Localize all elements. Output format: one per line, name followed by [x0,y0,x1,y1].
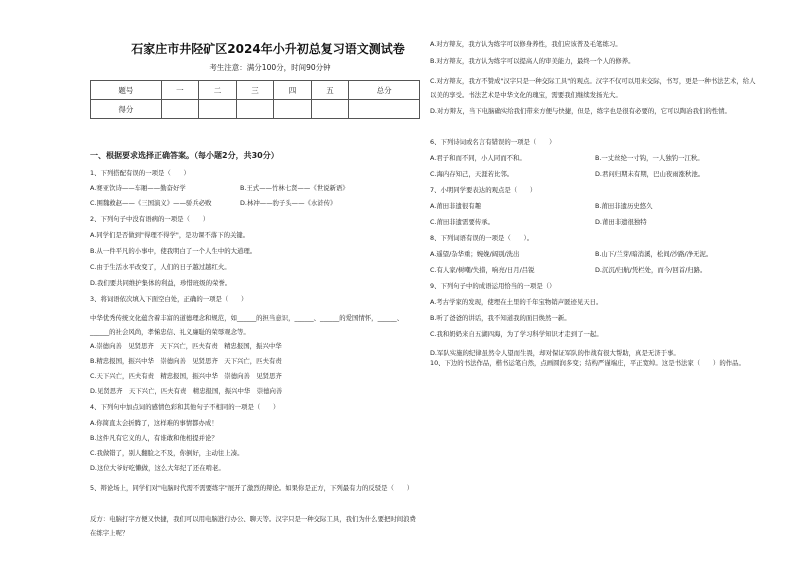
question-line: 8、下列词语有误的一项是（ ）。 [430,234,534,242]
exam-notice: 考生注意：满分100分，时间90分钟 [209,63,331,72]
question-line: 反方：电脑打字方便又快捷，我们可以用电脑进行办公、聊天等。汉字只是一种交际工具，我们为什么要把时间浪费在练字上呢？ [90,515,416,537]
score-cell[interactable] [236,100,274,119]
question-line: D.对方辩友，当下电脑确实给我们带来方便与快捷，但是，练字也是很有必要的，它可以陶冶我们的性情。 [430,107,731,115]
question-line: A.考古学家的发现，使埋在土里的千年宝物销声匿迹见天日。 [430,298,603,306]
question-line: C.天下兴亡，匹夫有责 精忠报国，振兴中华 崇德向善 见贤思齐 [90,372,282,380]
question-line: B.一丈丝纶一寸钩，一人独钓一江秋。 [595,154,704,162]
question-line: 中华优秀传统文化蕴含着丰富的道德理念和规范，如______的担当意识，______、______的爱国情怀，______、______的社会风尚，孝悌忠信、礼义廉耻的荣辱观念等。 [90,314,404,336]
score-header-total: 总分 [349,81,420,100]
question-line: A.对方辩友，我方认为练字可以修身养性，我们应该普及毛笔练习。 [430,40,622,48]
score-cell[interactable] [199,100,237,119]
score-row-label: 得分 [91,100,162,119]
question-line: D.君问归期未有期，巴山夜雨涨秋池。 [595,170,705,178]
question-line: 3、将词语依次填入下面空白处，正确的一项是（ ） [90,295,248,303]
score-header-4: 四 [274,81,312,100]
question-line: A.遥望/杂华重；婉娩/阔别/洗出 [430,250,520,258]
question-line: B.莆田非遗历史悠久 [595,202,653,210]
question-line: D.林冲——豹子头——《水浒传》 [240,199,337,207]
question-line: A.崇德向善 见贤思齐 天下兴亡，匹夫有责 精忠报国，振兴中华 [90,342,282,350]
question-line: B.对方辩友，我方认为练字可以提高人的审美能力，最终一个人的修养。 [430,57,635,65]
score-header-3: 三 [236,81,274,100]
score-cell[interactable] [161,100,199,119]
question-line: C.对方辩友，我方不赞成"汉字只是一种交际工具"的观点。汉字不仅可以用来交际，书写，更是一种书法艺术，给人以美的享受。书法艺术是中华文化的瑰宝，需要我们继续发扬光大。 [430,77,756,99]
question-line: C.围魏救赵——《三国演义》——骄兵必败 [90,199,212,207]
question-line: A.莆田非遗很有趣 [430,202,482,210]
question-line: B.从一件平凡的小事中，使我明白了一个人生中的大道理。 [90,247,257,255]
question-line: A.赛亚饮诗——车厢——勤奋好学 [90,184,186,192]
question-line: C.莆田非遗需要传承。 [430,218,495,226]
question-line: D.我们要共同维护集体的利益，珍惜班级的荣誉。 [90,279,232,287]
question-line: C.我和奶奶来自五湖四海，为了学习科学知识才走到了一起。 [430,330,603,338]
question-line: C.我做错了，别人翻脸之不及，你倒好，主动往上凑。 [90,449,244,457]
question-line: B.精忠报国，振兴中华 崇德向善 见贤思齐 天下兴亡，匹夫有责 [90,357,282,365]
exam-title: 石家庄市井陉矿区2024年小升初总复习语文测试卷 [131,42,405,56]
score-table-score-row [91,100,420,119]
question-line: D.军队实施的纪律虽然令人望而生畏，却对保证军队的作战有很大帮助，真是无济于事。 [430,349,680,357]
question-line: D.沉沉/归航/凭栏处，而今/回首/归路。 [595,266,707,274]
question-line: D.见贤思齐 天下兴亡，匹夫有责 精忠报国，振兴中华 崇德向善 [90,387,283,395]
question-line: A.你简直太会折腾了，这样难的事情都办成！ [90,419,218,427]
question-line: 2、下列句子中没有语病的一项是（ ） [90,215,210,223]
question-line: 1、下列搭配有误的一项是（ ） [90,169,190,177]
score-cell[interactable] [311,100,349,119]
question-line: 9、下列句子中的成语运用恰当的一项是（） [430,282,556,290]
question-line: C.由于生活水平改变了，人们的日子越过越红火。 [90,263,231,271]
question-line: B.王式——竹林七贤——《世说新语》 [240,184,349,192]
score-cell[interactable] [349,100,420,119]
question-line: D.莆田非遗很独特 [595,218,647,226]
section-heading: 一、根据要求选择正确答案。（每小题2分，共30分） [90,151,279,160]
score-table-header-row [91,81,420,100]
question-line: B.山下/兰芽/暗消溪，松间/沙路/净无泥。 [595,250,713,258]
score-table [90,80,420,119]
question-line: C.海内存知己，天涯若比邻。 [430,170,514,178]
question-line: B.这件凡有它义的人，有谁敢和他相提并论？ [90,434,218,442]
question-line: 5、辩论场上，同学们对"电脑时代需不需要练字"展开了激烈的辩论。如果你是正方，下列最有力的反驳是（ ） [90,484,414,492]
question-line: 10、下边的书法作品，楷书运笔自然，点画圆润多变；结构严谨端庄，平正宽绰。这是书法家（ ）的作品。 [430,359,745,367]
score-header-2: 二 [199,81,237,100]
question-line: C.有人家/树嘲/失措，响亮/日月/吕锐 [430,266,535,274]
score-cell[interactable] [274,100,312,119]
question-line: D.这位大爷好吃懒做，这么大年纪了还在啃老。 [90,464,225,472]
question-line: B.听了爸爸的讲话，我不知道我的面目焕然一新。 [430,314,571,322]
question-line: 6、下列诗词或名言有错误的一项是（ ） [430,138,556,146]
score-header-label: 题号 [91,81,162,100]
question-line: A.同学们是否做到"得理不得学"，是功课不落下的关键。 [90,231,250,239]
question-line: A.君子和而不同，小人同而不和。 [430,154,526,162]
score-header-1: 一 [161,81,199,100]
question-line: 4、下列句中加点词的感情色彩和其他句子不相同的一项是（ ） [90,403,280,411]
question-line: 7、小明同学要表达的观点是（ ） [430,186,537,194]
score-header-5: 五 [311,81,349,100]
